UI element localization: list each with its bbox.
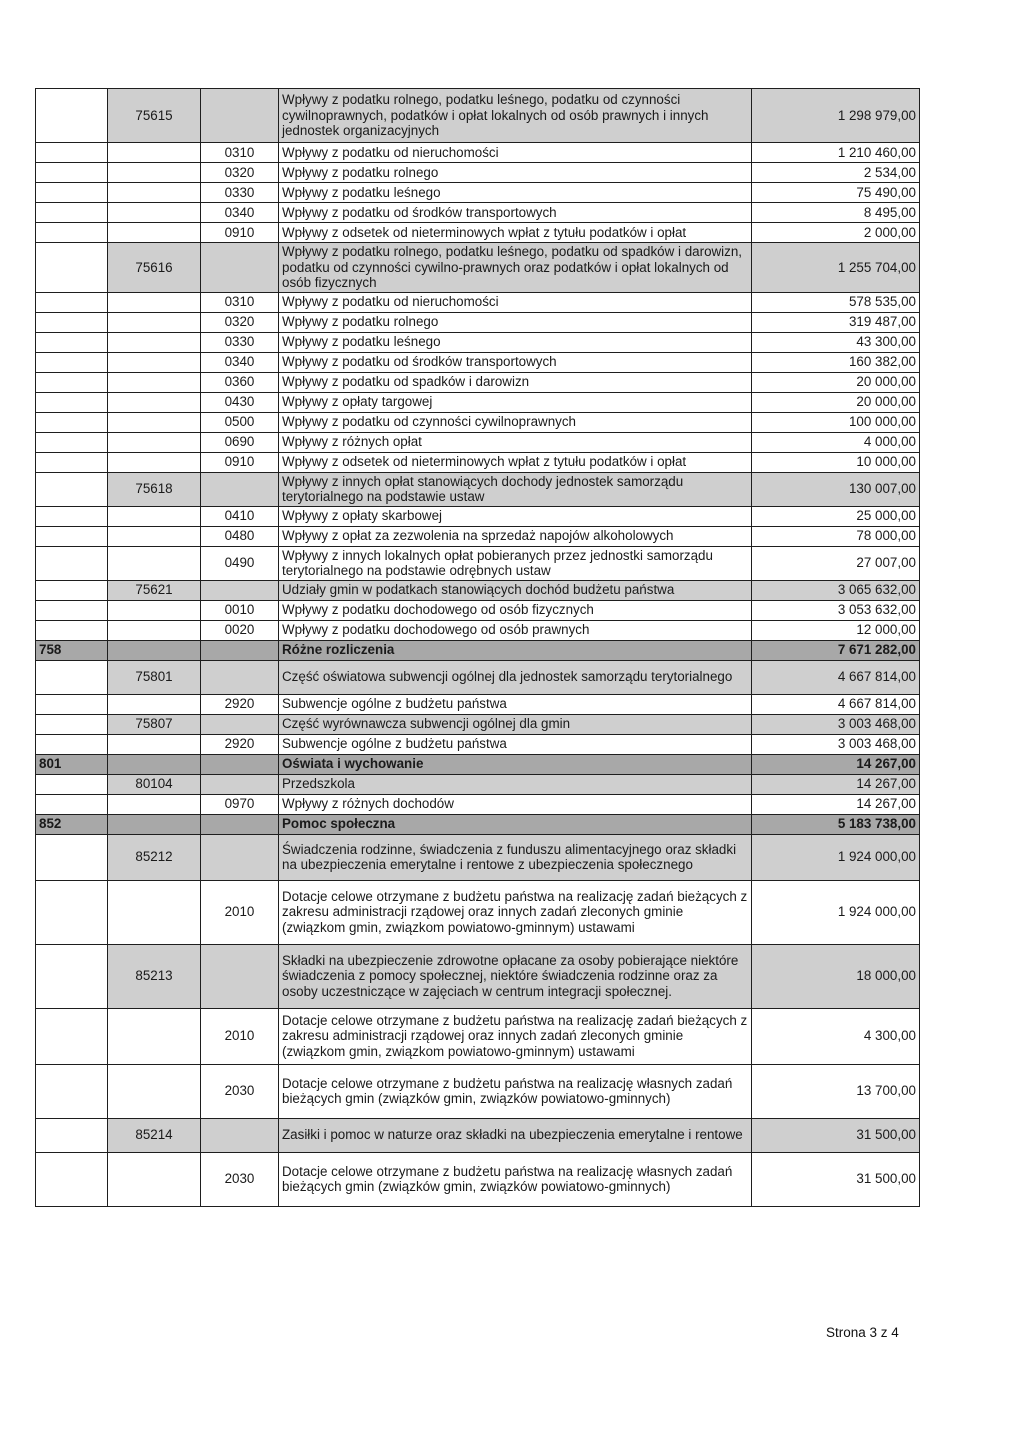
- table-row: [36, 1152, 920, 1206]
- table-row: [36, 143, 920, 163]
- cell-rozdzial: 85212: [108, 834, 201, 880]
- table-row: [36, 794, 920, 814]
- cell-dzial: [36, 660, 108, 694]
- cell-kwota: 20 000,00: [752, 372, 920, 392]
- cell-paragraf: 2030: [201, 1152, 279, 1206]
- cell-opis: Wpływy z opłat za zezwolenia na sprzedaż napojów alkoholowych: [279, 526, 752, 546]
- cell-paragraf: 0340: [201, 203, 279, 223]
- cell-rozdzial: [108, 526, 201, 546]
- cell-paragraf: 0310: [201, 143, 279, 163]
- table-row: [36, 880, 920, 944]
- budget-table-body: [36, 89, 920, 1207]
- cell-dzial: [36, 794, 108, 814]
- cell-opis: Udziały gmin w podatkach stanowiących dochód budżetu państwa: [279, 580, 752, 600]
- cell-rozdzial: [108, 163, 201, 183]
- cell-paragraf: [201, 834, 279, 880]
- cell-rozdzial: 80104: [108, 774, 201, 794]
- cell-opis: Wpływy z podatku od czynności cywilnoprawnych: [279, 412, 752, 432]
- cell-kwota: 1 298 979,00: [752, 89, 920, 143]
- cell-opis: Dotacje celowe otrzymane z budżetu państwa na realizację zadań bieżących z zakresu administracji rządowej oraz innych zadań zleconych gminie (związkom gmin, związkom powiatowo-gminnym) ustawami: [279, 880, 752, 944]
- cell-dzial: 801: [36, 754, 108, 774]
- cell-rozdzial: [108, 412, 201, 432]
- cell-kwota: 1 924 000,00: [752, 880, 920, 944]
- cell-kwota: 31 500,00: [752, 1118, 920, 1152]
- cell-rozdzial: [108, 223, 201, 243]
- cell-rozdzial: [108, 814, 201, 834]
- cell-dzial: [36, 183, 108, 203]
- cell-opis: Wpływy z opłaty targowej: [279, 392, 752, 412]
- cell-opis: Wpływy z podatku od nieruchomości: [279, 143, 752, 163]
- cell-rozdzial: [108, 1008, 201, 1064]
- cell-kwota: 8 495,00: [752, 203, 920, 223]
- cell-kwota: 25 000,00: [752, 506, 920, 526]
- cell-kwota: 75 490,00: [752, 183, 920, 203]
- cell-opis: Wpływy z odsetek od nieterminowych wpłat z tytułu podatków i opłat: [279, 223, 752, 243]
- cell-dzial: [36, 452, 108, 472]
- cell-kwota: 20 000,00: [752, 392, 920, 412]
- cell-rozdzial: 85214: [108, 1118, 201, 1152]
- table-row: [36, 734, 920, 754]
- cell-dzial: [36, 1152, 108, 1206]
- cell-opis: Oświata i wychowanie: [279, 754, 752, 774]
- cell-opis: Wpływy z podatku od spadków i darowizn: [279, 372, 752, 392]
- cell-rozdzial: 75615: [108, 89, 201, 143]
- cell-paragraf: 0320: [201, 312, 279, 332]
- cell-paragraf: 0320: [201, 163, 279, 183]
- page-number: Strona 3 z 4: [826, 1325, 899, 1340]
- table-row: [36, 243, 920, 293]
- cell-paragraf: 2030: [201, 1064, 279, 1118]
- table-row: [36, 640, 920, 660]
- cell-opis: Wpływy z opłaty skarbowej: [279, 506, 752, 526]
- table-row: [36, 183, 920, 203]
- cell-kwota: 2 000,00: [752, 223, 920, 243]
- table-row: [36, 372, 920, 392]
- cell-dzial: [36, 143, 108, 163]
- cell-rozdzial: [108, 432, 201, 452]
- cell-opis: Wpływy z różnych dochodów: [279, 794, 752, 814]
- cell-dzial: [36, 332, 108, 352]
- cell-rozdzial: [108, 372, 201, 392]
- cell-kwota: 100 000,00: [752, 412, 920, 432]
- cell-rozdzial: [108, 794, 201, 814]
- cell-rozdzial: [108, 312, 201, 332]
- cell-rozdzial: [108, 1064, 201, 1118]
- table-row: [36, 660, 920, 694]
- cell-paragraf: 0310: [201, 292, 279, 312]
- cell-opis: Wpływy z podatku rolnego, podatku leśnego, podatku od czynności cywilnoprawnych, podatków i opłat lokalnych od osób prawnych i innych jednostek organizacyjnych: [279, 89, 752, 143]
- cell-kwota: 1 924 000,00: [752, 834, 920, 880]
- table-row: [36, 163, 920, 183]
- cell-opis: Wpływy z podatku od środków transportowych: [279, 203, 752, 223]
- cell-paragraf: [201, 944, 279, 1008]
- cell-opis: Dotacje celowe otrzymane z budżetu państwa na realizację własnych zadań bieżących gmin (związków gmin, związków powiatowo-gminnych): [279, 1152, 752, 1206]
- cell-paragraf: [201, 580, 279, 600]
- cell-opis: Subwencje ogólne z budżetu państwa: [279, 734, 752, 754]
- cell-paragraf: 0360: [201, 372, 279, 392]
- cell-rozdzial: [108, 506, 201, 526]
- cell-paragraf: 0500: [201, 412, 279, 432]
- cell-dzial: [36, 880, 108, 944]
- table-row: [36, 620, 920, 640]
- cell-paragraf: [201, 754, 279, 774]
- cell-dzial: [36, 203, 108, 223]
- cell-dzial: [36, 600, 108, 620]
- cell-rozdzial: [108, 1152, 201, 1206]
- cell-kwota: 14 267,00: [752, 774, 920, 794]
- cell-opis: Wpływy z podatku dochodowego od osób prawnych: [279, 620, 752, 640]
- table-row: [36, 412, 920, 432]
- cell-kwota: 1 210 460,00: [752, 143, 920, 163]
- cell-kwota: 12 000,00: [752, 620, 920, 640]
- cell-paragraf: 0010: [201, 600, 279, 620]
- cell-dzial: [36, 774, 108, 794]
- cell-rozdzial: [108, 392, 201, 412]
- cell-paragraf: 0910: [201, 452, 279, 472]
- table-row: [36, 944, 920, 1008]
- table-row: [36, 526, 920, 546]
- cell-paragraf: 0480: [201, 526, 279, 546]
- table-row: [36, 714, 920, 734]
- cell-opis: Wpływy z podatku od środków transportowych: [279, 352, 752, 372]
- cell-kwota: 4 667 814,00: [752, 660, 920, 694]
- cell-paragraf: [201, 640, 279, 660]
- cell-dzial: [36, 223, 108, 243]
- cell-opis: Różne rozliczenia: [279, 640, 752, 660]
- cell-opis: Wpływy z podatku leśnego: [279, 183, 752, 203]
- budget-table: [35, 88, 920, 1207]
- cell-opis: Wpływy z różnych opłat: [279, 432, 752, 452]
- table-row: [36, 834, 920, 880]
- cell-kwota: 3 053 632,00: [752, 600, 920, 620]
- cell-dzial: [36, 580, 108, 600]
- cell-rozdzial: [108, 352, 201, 372]
- cell-dzial: [36, 392, 108, 412]
- cell-opis: Wpływy z innych opłat stanowiących dochody jednostek samorządu terytorialnego na podstawie ustaw: [279, 472, 752, 506]
- cell-dzial: [36, 292, 108, 312]
- table-row: [36, 203, 920, 223]
- table-row: [36, 694, 920, 714]
- cell-dzial: [36, 1008, 108, 1064]
- cell-kwota: 130 007,00: [752, 472, 920, 506]
- table-row: [36, 1008, 920, 1064]
- cell-opis: Zasiłki i pomoc w naturze oraz składki na ubezpieczenia emerytalne i rentowe: [279, 1118, 752, 1152]
- cell-dzial: 852: [36, 814, 108, 834]
- cell-kwota: 4 000,00: [752, 432, 920, 452]
- cell-dzial: [36, 432, 108, 452]
- cell-opis: Wpływy z podatku rolnego, podatku leśnego, podatku od spadków i darowizn, podatku od czynności cywilno-prawnych oraz podatków i opłat lokalnych od osób fizycznych: [279, 243, 752, 293]
- cell-kwota: 78 000,00: [752, 526, 920, 546]
- cell-paragraf: 0020: [201, 620, 279, 640]
- table-row: [36, 332, 920, 352]
- cell-rozdzial: [108, 754, 201, 774]
- cell-rozdzial: [108, 143, 201, 163]
- cell-paragraf: 0490: [201, 546, 279, 580]
- cell-kwota: 13 700,00: [752, 1064, 920, 1118]
- table-row: [36, 1064, 920, 1118]
- cell-dzial: [36, 163, 108, 183]
- cell-paragraf: 0690: [201, 432, 279, 452]
- cell-kwota: 5 183 738,00: [752, 814, 920, 834]
- cell-opis: Wpływy z podatku rolnego: [279, 163, 752, 183]
- cell-kwota: 14 267,00: [752, 754, 920, 774]
- cell-kwota: 2 534,00: [752, 163, 920, 183]
- cell-opis: Świadczenia rodzinne, świadczenia z funduszu alimentacyjnego oraz składki na ubezpieczenia emerytalne i rentowe z ubezpieczenia społecznego: [279, 834, 752, 880]
- cell-rozdzial: [108, 203, 201, 223]
- cell-paragraf: 0970: [201, 794, 279, 814]
- table-row: [36, 392, 920, 412]
- cell-kwota: 27 007,00: [752, 546, 920, 580]
- cell-dzial: [36, 312, 108, 332]
- cell-opis: Składki na ubezpieczenie zdrowotne opłacane za osoby pobierające niektóre świadczenia z pomocy społecznej, niektóre świadczenia rodzinne oraz za osoby uczestniczące w zajęciach w centrum integracji społecznej.: [279, 944, 752, 1008]
- table-row: [36, 452, 920, 472]
- cell-dzial: [36, 734, 108, 754]
- cell-rozdzial: 75801: [108, 660, 201, 694]
- cell-paragraf: 0410: [201, 506, 279, 526]
- cell-opis: Część wyrównawcza subwencji ogólnej dla gmin: [279, 714, 752, 734]
- cell-dzial: [36, 694, 108, 714]
- table-row: [36, 580, 920, 600]
- table-row: [36, 223, 920, 243]
- cell-dzial: [36, 620, 108, 640]
- cell-dzial: [36, 372, 108, 392]
- cell-kwota: 4 300,00: [752, 1008, 920, 1064]
- table-row: [36, 292, 920, 312]
- cell-opis: Wpływy z podatku od nieruchomości: [279, 292, 752, 312]
- table-row: [36, 814, 920, 834]
- cell-dzial: [36, 526, 108, 546]
- cell-paragraf: [201, 472, 279, 506]
- cell-dzial: [36, 243, 108, 293]
- cell-rozdzial: [108, 640, 201, 660]
- cell-kwota: 3 003 468,00: [752, 714, 920, 734]
- cell-dzial: [36, 714, 108, 734]
- cell-kwota: 578 535,00: [752, 292, 920, 312]
- table-row: [36, 546, 920, 580]
- cell-dzial: [36, 352, 108, 372]
- cell-paragraf: 0330: [201, 183, 279, 203]
- cell-kwota: 319 487,00: [752, 312, 920, 332]
- cell-opis: Wpływy z podatku leśnego: [279, 332, 752, 352]
- cell-paragraf: [201, 660, 279, 694]
- cell-rozdzial: [108, 292, 201, 312]
- cell-kwota: 10 000,00: [752, 452, 920, 472]
- cell-paragraf: [201, 774, 279, 794]
- cell-paragraf: 2010: [201, 880, 279, 944]
- cell-rozdzial: 75618: [108, 472, 201, 506]
- cell-rozdzial: [108, 880, 201, 944]
- table-row: [36, 754, 920, 774]
- cell-kwota: 14 267,00: [752, 794, 920, 814]
- cell-paragraf: 0910: [201, 223, 279, 243]
- cell-kwota: 7 671 282,00: [752, 640, 920, 660]
- cell-rozdzial: 85213: [108, 944, 201, 1008]
- cell-opis: Dotacje celowe otrzymane z budżetu państwa na realizację własnych zadań bieżących gmin (związków gmin, związków powiatowo-gminnych): [279, 1064, 752, 1118]
- cell-rozdzial: [108, 183, 201, 203]
- cell-kwota: 31 500,00: [752, 1152, 920, 1206]
- cell-rozdzial: [108, 600, 201, 620]
- cell-paragraf: [201, 89, 279, 143]
- cell-opis: Dotacje celowe otrzymane z budżetu państwa na realizację zadań bieżących z zakresu administracji rządowej oraz innych zadań zleconych gminie (związkom gmin, związkom powiatowo-gminnym) ustawami: [279, 1008, 752, 1064]
- cell-dzial: [36, 944, 108, 1008]
- cell-opis: Część oświatowa subwencji ogólnej dla jednostek samorządu terytorialnego: [279, 660, 752, 694]
- cell-rozdzial: [108, 332, 201, 352]
- cell-kwota: 160 382,00: [752, 352, 920, 372]
- cell-dzial: [36, 546, 108, 580]
- table-row: [36, 1118, 920, 1152]
- cell-rozdzial: [108, 734, 201, 754]
- cell-opis: Wpływy z podatku dochodowego od osób fizycznych: [279, 600, 752, 620]
- cell-paragraf: 2920: [201, 694, 279, 714]
- table-row: [36, 89, 920, 143]
- cell-paragraf: [201, 814, 279, 834]
- cell-paragraf: [201, 714, 279, 734]
- cell-dzial: 758: [36, 640, 108, 660]
- cell-opis: Wpływy z odsetek od nieterminowych wpłat z tytułu podatków i opłat: [279, 452, 752, 472]
- cell-paragraf: [201, 1118, 279, 1152]
- table-row: [36, 774, 920, 794]
- cell-rozdzial: 75621: [108, 580, 201, 600]
- table-row: [36, 352, 920, 372]
- cell-rozdzial: 75807: [108, 714, 201, 734]
- table-row: [36, 472, 920, 506]
- cell-dzial: [36, 1064, 108, 1118]
- cell-opis: Subwencje ogólne z budżetu państwa: [279, 694, 752, 714]
- cell-paragraf: 2920: [201, 734, 279, 754]
- table-row: [36, 432, 920, 452]
- cell-paragraf: 2010: [201, 1008, 279, 1064]
- cell-paragraf: 0430: [201, 392, 279, 412]
- cell-paragraf: [201, 243, 279, 293]
- cell-rozdzial: [108, 694, 201, 714]
- cell-paragraf: 0330: [201, 332, 279, 352]
- cell-dzial: [36, 506, 108, 526]
- cell-rozdzial: [108, 620, 201, 640]
- cell-kwota: 18 000,00: [752, 944, 920, 1008]
- cell-dzial: [36, 1118, 108, 1152]
- table-row: [36, 600, 920, 620]
- cell-dzial: [36, 412, 108, 432]
- cell-rozdzial: 75616: [108, 243, 201, 293]
- cell-opis: Pomoc społeczna: [279, 814, 752, 834]
- cell-dzial: [36, 89, 108, 143]
- cell-rozdzial: [108, 546, 201, 580]
- table-row: [36, 312, 920, 332]
- cell-rozdzial: [108, 452, 201, 472]
- cell-paragraf: 0340: [201, 352, 279, 372]
- cell-kwota: 3 065 632,00: [752, 580, 920, 600]
- cell-kwota: 4 667 814,00: [752, 694, 920, 714]
- cell-kwota: 43 300,00: [752, 332, 920, 352]
- cell-opis: Przedszkola: [279, 774, 752, 794]
- cell-kwota: 1 255 704,00: [752, 243, 920, 293]
- cell-dzial: [36, 472, 108, 506]
- cell-opis: Wpływy z innych lokalnych opłat pobieranych przez jednostki samorządu terytorialnego na podstawie odrębnych ustaw: [279, 546, 752, 580]
- cell-opis: Wpływy z podatku rolnego: [279, 312, 752, 332]
- table-row: [36, 506, 920, 526]
- cell-dzial: [36, 834, 108, 880]
- cell-kwota: 3 003 468,00: [752, 734, 920, 754]
